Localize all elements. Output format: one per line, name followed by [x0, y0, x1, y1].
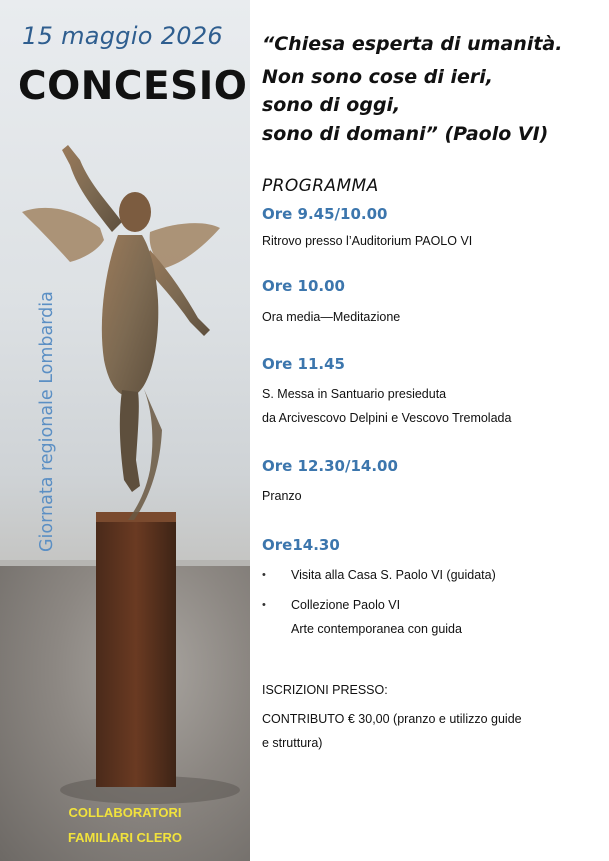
event-date: 15 maggio 2026	[22, 22, 223, 50]
right-wing	[150, 223, 220, 268]
organizers-line-2: FAMILIARI CLERO	[67, 830, 183, 845]
photo-panel	[0, 0, 250, 861]
time-slot-5: Ore14.30	[262, 536, 340, 554]
time-slot-4: Ore 12.30/14.00	[262, 457, 398, 475]
bullet-item-2-text-line-1: Collezione Paolo VI	[291, 598, 401, 612]
quote-line: sono di domani” (Paolo VI)	[262, 122, 549, 145]
quote-line: sono di oggi,	[262, 94, 401, 116]
time-slot-4-desc: Pranzo	[262, 489, 302, 503]
bullet-item-2-text-line-2: Arte contemporanea con guida	[291, 622, 462, 636]
dress	[102, 235, 158, 396]
registration-label: ISCRIZIONI PRESSO:	[262, 683, 388, 697]
time-slot-2: Ore 10.00	[262, 277, 345, 295]
time-slot-2-desc: Ora media—Meditazione	[262, 310, 401, 324]
bullet-icon: •	[262, 599, 266, 611]
quote-line: “Chiesa esperta di umanità.	[262, 33, 563, 55]
time-slot-3: Ore 11.45	[262, 355, 345, 373]
head	[119, 192, 151, 232]
bullet-icon: •	[262, 569, 266, 581]
contribution-line-1: CONTRIBUTO € 30,00 (pranzo e utilizzo guide	[262, 712, 522, 726]
time-slot-1: Ore 9.45/10.00	[262, 205, 388, 223]
quote-line: Non sono cose di ieri,	[262, 65, 494, 88]
organizers	[0, 800, 250, 850]
organizers-line-1: COLLABORATORI	[68, 805, 182, 820]
left-wing	[22, 208, 104, 262]
time-slot-1-desc: Ritrovo presso l’Auditorium PAOLO VI	[262, 234, 473, 248]
time-slot-3-desc-line-2: da Arcivescovo Delpini e Vescovo Tremolada	[262, 411, 512, 425]
legs	[120, 390, 140, 492]
pedestal	[96, 512, 176, 787]
time-slot-3-desc-line-1: S. Messa in Santuario presieduta	[262, 387, 447, 401]
contribution-line-2: e struttura)	[262, 736, 323, 750]
bullet-item-1-text: Visita alla Casa S. Paolo VI (guidata)	[291, 568, 496, 582]
programme-title: PROGRAMMA	[262, 176, 379, 196]
paolo-vi-quote	[262, 30, 602, 148]
event-name-vertical: Giornata regionale Lombardia	[37, 291, 57, 552]
event-city: CONCESIO	[18, 64, 248, 109]
